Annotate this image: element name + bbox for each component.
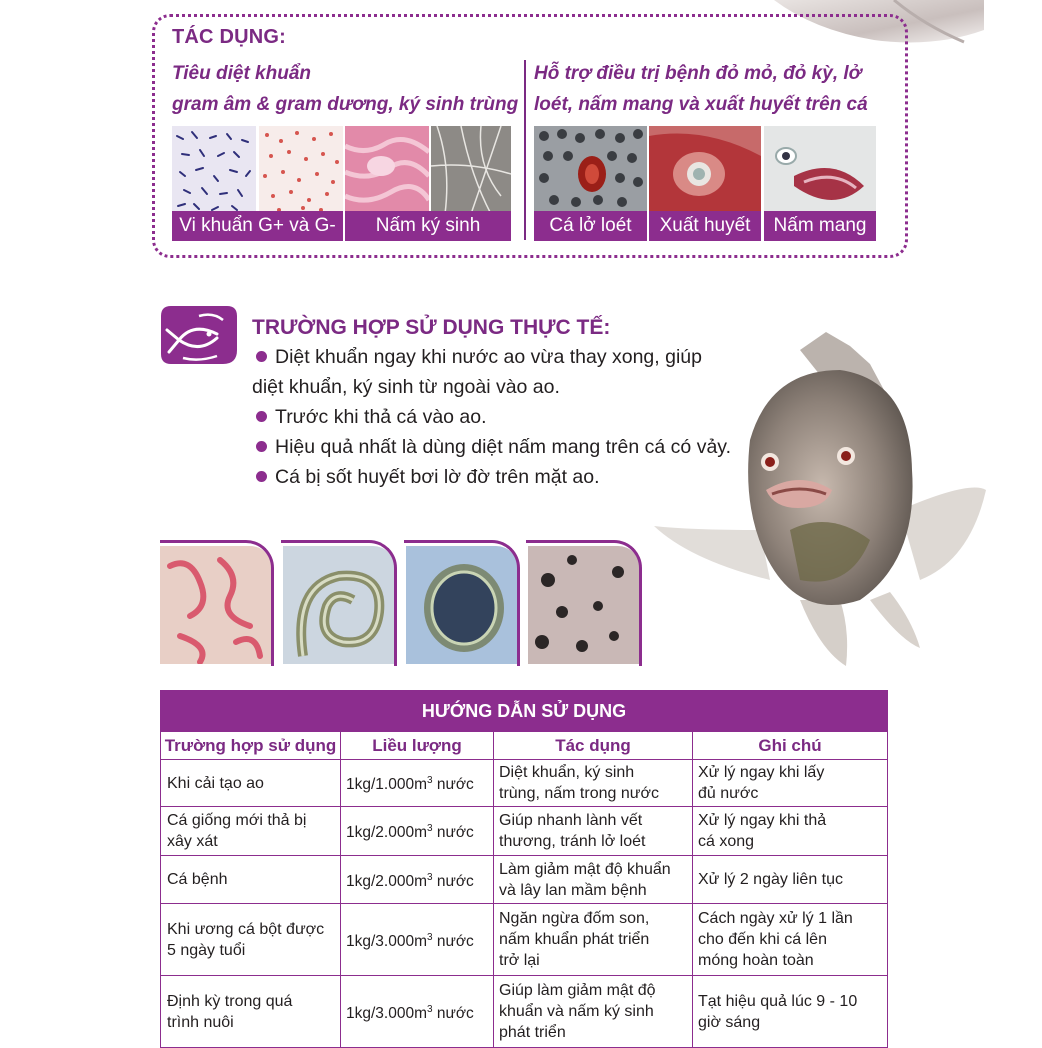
micro-frame-1 — [160, 540, 274, 666]
cell-dose: $1kg/3.000m^3$ nước — [341, 904, 494, 976]
cell-effect: Giúp làm giảm mật độ khuẩn và nấm ký sinh phát triển — [494, 976, 693, 1048]
tilapia-fish-image — [650, 330, 990, 670]
cell-dose: $1kg/3.000m^3$ nước — [341, 976, 494, 1048]
hemorrhage-fish-photo — [649, 126, 761, 214]
micro-frame-2 — [281, 540, 397, 666]
table-row — [161, 807, 888, 856]
cell-effect: Giúp nhanh lành vết thương, tránh lở loét — [494, 807, 693, 856]
cell-case: Định kỳ trong quá trình nuôi — [161, 976, 341, 1048]
left-heading-line2: gram âm & gram dương, ký sinh trùng — [172, 94, 519, 115]
cell-note: Tạt hiệu quả lúc 9 - 10 giờ sáng — [693, 976, 888, 1048]
bullet-dot-icon — [256, 441, 267, 452]
cell-dose: $1kg/2.000m^3$ nước — [341, 856, 494, 904]
usage-title: TRƯỜNG HỢP SỬ DỤNG THỰC TẾ: — [252, 316, 611, 339]
cell-effect: Diệt khuẩn, ký sinh trùng, nấm trong nước — [494, 760, 693, 807]
bullet-dot-icon — [256, 411, 267, 422]
usage-item-1: Diệt khuẩn ngay khi nước ao vừa thay xong, giúp diệt khuẩn, ký sinh từ ngoài vào ao. — [252, 346, 702, 398]
cell-case: Khi cải tạo ao — [161, 760, 341, 807]
cell-effect: Ngăn ngừa đốm son, nấm khuẩn phát triển trở lại — [494, 904, 693, 976]
bullet-dot-icon — [256, 351, 267, 362]
cell-dose: $1kg/2.000m^3$ nước — [341, 807, 494, 856]
cell-case: Cá giống mới thả bị xây xát — [161, 807, 341, 856]
caption-ulcer: Cá lở loét — [534, 211, 647, 241]
cell-note: Xử lý ngay khi lấy đủ nước — [693, 760, 888, 807]
table-row — [161, 760, 888, 807]
cell-note: Xử lý ngay khi thả cá xong — [693, 807, 888, 856]
micro-frame-4 — [526, 540, 642, 666]
fungus-hyphae-photo — [431, 126, 511, 214]
table-row — [161, 976, 888, 1048]
cell-note: Xử lý 2 ngày liên tục — [693, 856, 888, 904]
caption-hemorrhage: Xuất huyết — [649, 211, 761, 241]
fungus-tissue-photo — [345, 126, 429, 214]
gram-stain-photo-2 — [259, 126, 343, 214]
header-dose: Liều lượng — [341, 732, 494, 760]
table-title: HƯỚNG DẪN SỬ DỤNG — [161, 691, 888, 732]
column-divider — [524, 60, 526, 240]
gram-stain-photo-1 — [172, 126, 256, 214]
fish-logo-icon — [159, 304, 239, 366]
usage-guide-table — [160, 690, 887, 1048]
cell-case: Khi ương cá bột được 5 ngày tuổi — [161, 904, 341, 976]
header-note: Ghi chú — [693, 732, 888, 760]
cell-case: Cá bệnh — [161, 856, 341, 904]
usage-item-2: Trước khi thả cá vào ao. — [252, 402, 744, 432]
right-heading-line1: Hỗ trợ điều trị bệnh đỏ mỏ, đỏ kỳ, lở — [534, 63, 862, 84]
cell-effect: Làm giảm mật độ khuẩn và lây lan mầm bệnh — [494, 856, 693, 904]
tac-dung-title: TÁC DỤNG: — [172, 26, 287, 48]
ulcer-fish-photo — [534, 126, 647, 214]
cell-dose: $1kg/1.000m^3$ nước — [341, 760, 494, 807]
header-effect: Tác dụng — [494, 732, 693, 760]
header-case: Trường hợp sử dụng — [161, 732, 341, 760]
bullet-dot-icon — [256, 471, 267, 482]
cell-note: Cách ngày xử lý 1 lần cho đến khi cá lên móng hoàn toàn — [693, 904, 888, 976]
table-row — [161, 904, 888, 976]
caption-bacteria: Vi khuẩn G+ và G- — [172, 211, 343, 241]
usage-item-3: Hiệu quả nhất là dùng diệt nấm mang trên cá có vảy. — [252, 432, 744, 462]
right-heading-line2: loét, nấm mang và xuất huyết trên cá — [534, 94, 868, 115]
micro-frame-3 — [404, 540, 520, 666]
usage-item-4: Cá bị sốt huyết bơi lờ đờ trên mặt ao. — [252, 462, 744, 492]
table-row — [161, 856, 888, 904]
caption-gill-fungus: Nấm mang — [764, 211, 876, 241]
left-heading-line1: Tiêu diệt khuẩn — [172, 63, 312, 84]
caption-fungus: Nấm ký sinh — [345, 211, 511, 241]
gill-fungus-photo — [764, 126, 876, 214]
